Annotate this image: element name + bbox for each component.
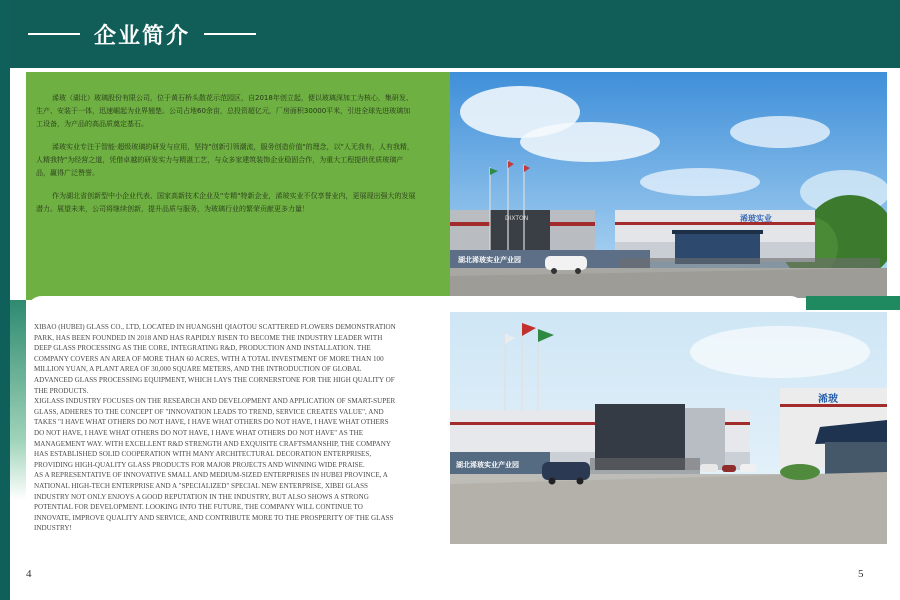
accent-strip [806, 296, 900, 310]
top-building-sign: 浠玻实业 [740, 214, 772, 223]
title-line-right [204, 33, 256, 35]
bottom-building-sign: 浠玻 [818, 394, 838, 405]
page-number-left: 4 [26, 568, 32, 580]
cn-paragraph-3: 作为湖北省创新型中小企业代表、国家高新技术企业及"专精"特新企业，浠玻实业不仅享誉业内，更展现出强大的发展潜力。展望未来，公司将继续创新，提升品质与服务，为玻璃行业的繁荣贡献更多力量！ [36, 192, 416, 213]
cn-paragraph-2: 浠玻实业专注于智能·超级玻璃的研发与应用，坚持"创新引领潮流，服务创造价值"的理念，以"人无我有，人有我精，人精我特"为经营之道，凭借卓越的研发实力与精湛工艺，与众多家建筑装饰企业稳固合作，为重大工程提供优质玻璃产品，赢得广泛赞誉。 [36, 143, 414, 177]
factory-photo-top [450, 72, 887, 298]
top-building-logo: DIXTON [505, 215, 529, 222]
top-gate-sign: 湖北浠玻实业产业园 [458, 256, 521, 264]
en-paragraph-1: XIBAO (HUBEI) GLASS CO., LTD, LOCATED IN HUANGSHI QIAOTOU SCATTERED FLOWERS DEMONSTRATION PARK, HAS BEEN FOUNDED IN 2018 AND HAS RAPIDLY RISEN TO BECOME THE INDUSTRY LEADER WITH DEEP GLASS PROCESSING AS THE CORE, INTEGRATING R&D, PRODUCTION AND INSTALLATION. THE COMPANY COVERS AN AREA OF MORE THAN 60 ACRES, WITH A TOTAL INVESTMENT OF MORE THAN 100 MILLION YUAN, A PLANT AREA OF 30,000 SQUARE METERS, AND THE INTRODUCTION OF GLOBAL ADVANCED GLASS PROCESSING EQUIPMENT, WHICH LAYS THE CORNERSTONE FOR THE HIGH QUALITY OF THE PRODUCTS. [34, 323, 396, 395]
page-title: 企业简介 [94, 23, 191, 49]
bottom-gate-sign: 湖北浠玻实业产业园 [456, 461, 519, 469]
chinese-intro-panel [26, 72, 450, 300]
english-intro-text [34, 322, 396, 534]
left-edge-band [0, 0, 10, 600]
chinese-intro-text [36, 92, 416, 226]
cn-paragraph-1: 浠玻（湖北）玻璃股份有限公司，位于黄石桥头散花示范园区，自2018年创立起，便以玻璃深加工为核心，集研发、生产、安装于一体，迅速崛起为业界翘楚。公司占地60余亩，总投资超亿元，厂房面积30000平米，引进全球先进玻璃加工设备，为产品的高品质奠定基石。 [36, 94, 413, 128]
page-number-right: 5 [858, 568, 864, 580]
left-edge-gradient [10, 300, 26, 500]
en-paragraph-3: AS A REPRESENTATIVE OF INNOVATIVE SMALL AND MEDIUM-SIZED ENTERPRISES IN HUBEI PROVINCE, A NATIONAL HIGH-TECH ENTERPRISE AND A "SPECIALIZED" SPECIAL NEW ENTERPRISE, XIBEI GLASS INDUSTRY NOT ONLY ENJOYS A GOOD REPUTATION IN THE INDUSTRY, BUT ALSO SHOWS A STRONG POTENTIAL FOR DEVELOPMENT. LOOKING INTO THE FUTURE, THE COMPANY WILL CONTINUE TO INNOVATE, IMPROVE QUALITY AND SERVICE, AND CONTRIBUTE MORE TO THE PROSPERITY OF THE GLASS INDUSTRY! [34, 471, 394, 533]
en-paragraph-2: XIGLASS INDUSTRY FOCUSES ON THE RESEARCH AND DEVELOPMENT AND APPLICATION OF SMART-SUPER GLASS, ADHERES TO THE CONCEPT OF "INNOVATION LEADS TO TREND, SERVICE CREATES VALUE", AND TAKES "I HAVE WHAT OTHERS DO NOT HAVE, I HAVE WHAT OTHERS DO NOT HAVE, I HAVE WHAT OTHERS DO NOT HAVE, I HAVE WHAT OTHERS DO NOT HAVE, I HAVE WHAT OTHERS DO NOT HAVE" AS THE MANAGEMENT WAY. WITH EXCELLENT R&D STRENGTH AND EXQUISITE CRAFTSMANSHIP, THE COMPANY HAS ESTABLISHED SOLID COOPERATION WITH MANY ARCHITECTURAL DECORATION ENTERPRISES, PROVIDING HIGH-QUALITY GLASS PRODUCTS FOR MAJOR PROJECTS AND WINNING WIDE PRAISE. [34, 397, 396, 469]
page-title-group [28, 14, 256, 54]
factory-photo-bottom [450, 312, 887, 544]
title-line-left [28, 33, 80, 35]
